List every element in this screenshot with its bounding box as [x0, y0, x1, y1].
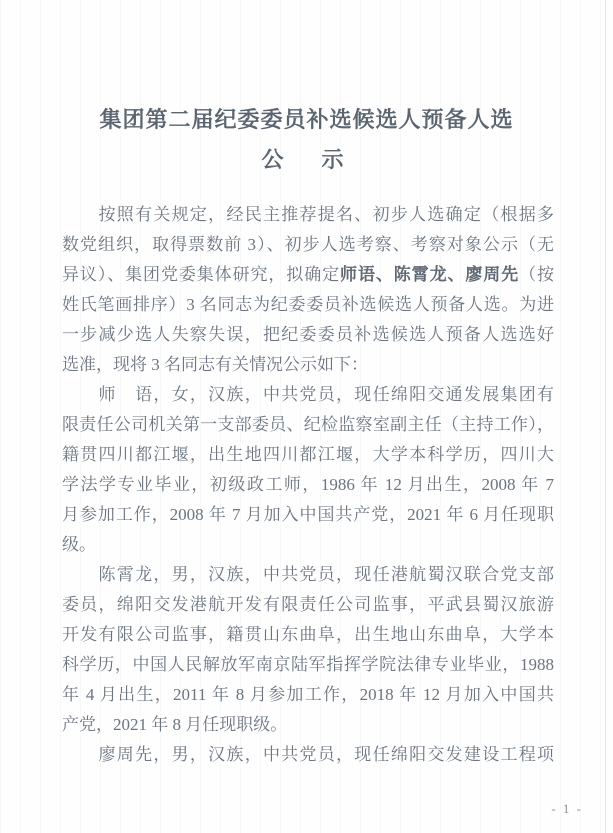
document-title: [0, 100, 613, 180]
shi-yu-line-3: 籍贯四川都江堰，出生地四川都江堰，大学本科学历，四川大: [62, 445, 554, 464]
shi-yu-line-1: 师 语，女，汉族，中共党员，现任绵阳交通发展集团有: [62, 385, 554, 404]
shi-yu-line-5: 月参加工作，2008 年 7 月加入中国共产党，2021 年 6 月任现职: [62, 505, 554, 524]
chen-xiao-long-line-4: 科学历，中国人民解放军南京陆军指挥学院法律专业毕业，1988: [62, 655, 554, 674]
document-title-line2: 公 示: [261, 147, 352, 172]
intro-line-4: 姓氏笔画排序）3 名同志为纪委委员补选候选人预备人选。为进: [62, 295, 554, 314]
chen-xiao-long-line-3: 开发有限公司监事，籍贯山东曲阜，出生地山东曲阜，大学本: [62, 625, 554, 644]
intro-line-3-post: （按: [519, 265, 554, 284]
document-title-line1: 集团第二届纪委委员补选候选人预备人选: [99, 107, 514, 132]
chen-xiao-long-line-1: 陈霄龙，男，汉族，中共党员，现任港航蜀汉联合党支部: [62, 565, 554, 584]
intro-line-3-pre: 异议）、集团党委集体研究，拟确定: [62, 265, 341, 284]
intro-line-5: 一步减少选人失察失误，把纪委委员补选候选人预备人选选好: [62, 325, 554, 344]
liao-zhou-xian-line-1: 廖周先，男，汉族，中共党员，现任绵阳交发建设工程项: [62, 745, 554, 764]
intro-line-3: [62, 260, 554, 290]
chen-xiao-long-line-6: 产党，2021 年 8 月任现职级。: [62, 715, 288, 734]
intro-line-2: 数党组织，取得票数前 3）、初步人选考察、考察对象公示（无: [62, 235, 554, 254]
shi-yu-line-6: 级。: [62, 535, 96, 554]
chen-xiao-long-line-5: 年 4 月出生，2011 年 8 月参加工作，2018 年 12 月加入中国共: [62, 685, 554, 704]
chen-xiao-long-line-2: 委员，绵阳交发港航开发有限责任公司监事，平武县蜀汉旅游: [62, 595, 554, 614]
intro-line-1: 按照有关规定，经民主推荐提名、初步人选确定（根据多: [62, 205, 554, 224]
shi-yu-line-4: 学法学专业毕业，初级政工师，1986 年 12 月出生，2008 年 7: [62, 475, 554, 494]
page-number: - 1 -: [551, 801, 583, 816]
intro-line-6: 选准，现将 3 名同志有关情况公示如下：: [62, 355, 368, 374]
shi-yu-line-2: 限责任公司机关第一支部委员、纪检监察室副主任（主持工作），: [62, 415, 554, 434]
candidate-names-bold: 师语、陈霄龙、廖周先: [340, 265, 520, 284]
document-body: [62, 200, 554, 770]
